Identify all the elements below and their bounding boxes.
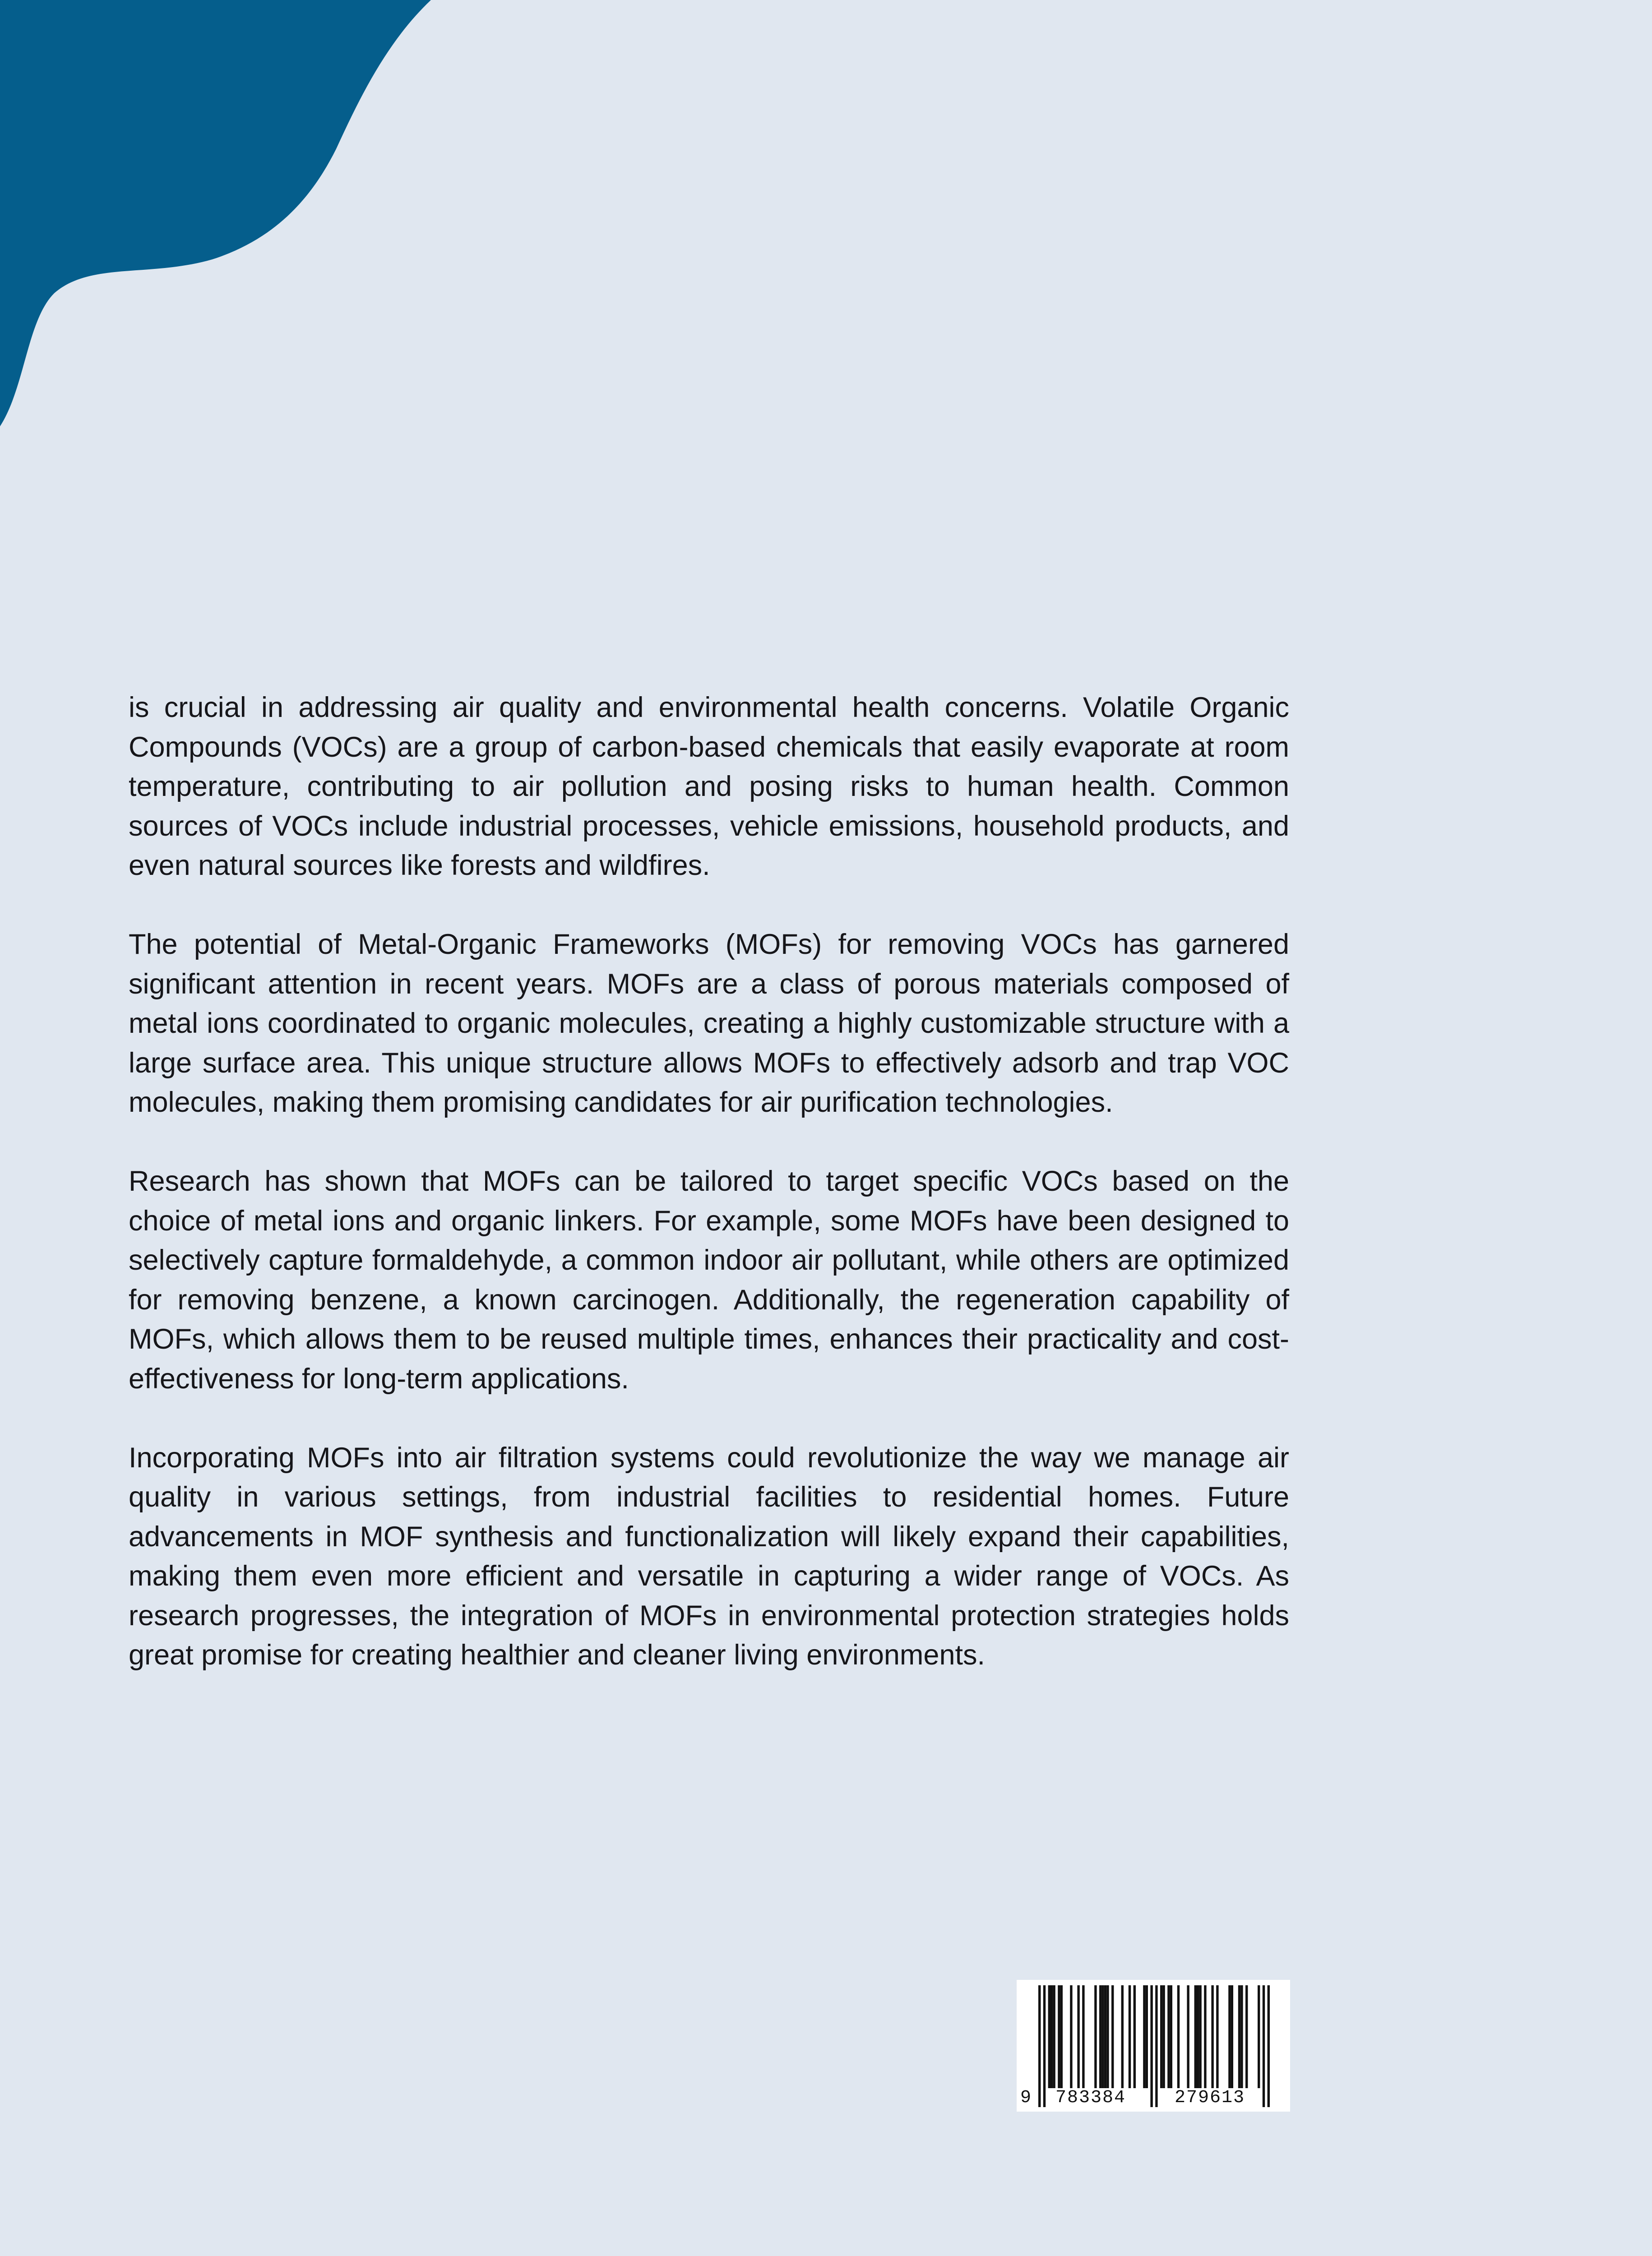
barcode-bar (1077, 1985, 1079, 2088)
barcode-bar (1082, 1985, 1084, 2088)
barcode-bar (1129, 1985, 1131, 2088)
barcode-bar (1211, 1985, 1213, 2088)
barcode-bar (1197, 1985, 1199, 2088)
barcode-bar (1155, 1985, 1157, 2107)
barcode-bar (1111, 1985, 1114, 2088)
barcode-bar (1104, 1985, 1106, 2088)
barcode-bar (1146, 1985, 1148, 2088)
barcode-bar (1050, 1985, 1053, 2088)
barcode-bar (1177, 1985, 1180, 2088)
barcode-bar (1060, 1985, 1063, 2088)
barcode-bar (1240, 1985, 1243, 2088)
barcode-bar (1245, 1985, 1248, 2088)
barcode-bar (1170, 1985, 1172, 2088)
barcode-bar (1160, 1985, 1162, 2088)
barcode-bar (1238, 1985, 1240, 2088)
barcode-bar (1263, 1985, 1265, 2107)
isbn-barcode (1017, 1980, 1290, 2112)
back-cover-text (129, 688, 1289, 1715)
barcode-bar (1143, 1985, 1145, 2088)
paragraph-1: is crucial in addressing air quality and environmental health concerns. Volatile Organic Compounds (VOCs) are a group of carbon-based chemicals that easily evaporate at room temperature, contributing to air pollution and posing risks to human health. Common sources of VOCs include industrial processes, vehicle emissions, household products, and even natural sources like forests and wildfires. (129, 692, 1289, 881)
barcode-bar (1268, 1985, 1270, 2107)
barcode-bar (1150, 1985, 1152, 2107)
barcode-bar (1094, 1985, 1097, 2088)
barcode-bar (1194, 1985, 1197, 2088)
barcode-bar (1121, 1985, 1124, 2088)
barcode-right-digits: 279613 (1172, 2088, 1248, 2108)
barcode-first-digit: 9 (1020, 2088, 1032, 2108)
barcode-bar (1199, 1985, 1201, 2088)
paragraph-3: Research has shown that MOFs can be tailored to target specific VOCs based on the choice of metal ions and organic linkers. For example, some MOFs have been designed to selectively capture formaldehyde, a common indoor air pollutant, while others are optimized for removing benzene, a known carcinogen. Additionally, the regeneration capability of MOFs, which allows them to be reused multiple times, enhances their practicality and cost-effectiveness for long-term applications. (129, 1165, 1289, 1395)
barcode-bar (1162, 1985, 1165, 2088)
barcode-bar (1070, 1985, 1072, 2088)
barcode-bar (1048, 1985, 1050, 2088)
barcode-bar (1106, 1985, 1109, 2088)
barcode-bar (1099, 1985, 1101, 2088)
barcode-bar (1053, 1985, 1055, 2088)
barcode-bar (1228, 1985, 1231, 2088)
paragraph-4: Incorporating MOFs into air filtration systems could revolutionize the way we manage air quality in various settings, from industrial facilities to residential homes. Future advancements in MOF synthesis and functionalization will likely expand their capabilities, making them even more efficient and versatile in capturing a wider range of VOCs. As research progresses, the integration of MOFs in environmental protection strategies holds great promise for creating healthier and cleaner living environments. (129, 1442, 1289, 1671)
barcode-bar (1258, 1985, 1260, 2088)
barcode-bar (1167, 1985, 1170, 2088)
barcode-bar (1101, 1985, 1104, 2088)
barcode-bar (1134, 1985, 1136, 2088)
wave-shape (0, 0, 431, 426)
barcode-bar (1058, 1985, 1060, 2088)
barcode-bar (1231, 1985, 1233, 2088)
paragraph-2: The potential of Metal-Organic Frameworks (MOFs) for removing VOCs has garnered significant attention in recent years. MOFs are a class of porous materials composed of metal ions coordinated to organic molecules, creating a highly customizable structure with a large surface area. This unique structure allows MOFs to effectively adsorb and trap VOC molecules, making them promising candidates for air purification technologies. (129, 929, 1289, 1118)
barcode-bar (1038, 1985, 1041, 2107)
corner-wave-shape (0, 0, 451, 433)
barcode-bar (1204, 1985, 1206, 2088)
barcode-bar (1187, 1985, 1189, 2088)
barcode-bar (1216, 1985, 1218, 2088)
barcode-bar (1043, 1985, 1046, 2107)
barcode-left-digits: 783384 (1053, 2088, 1129, 2108)
